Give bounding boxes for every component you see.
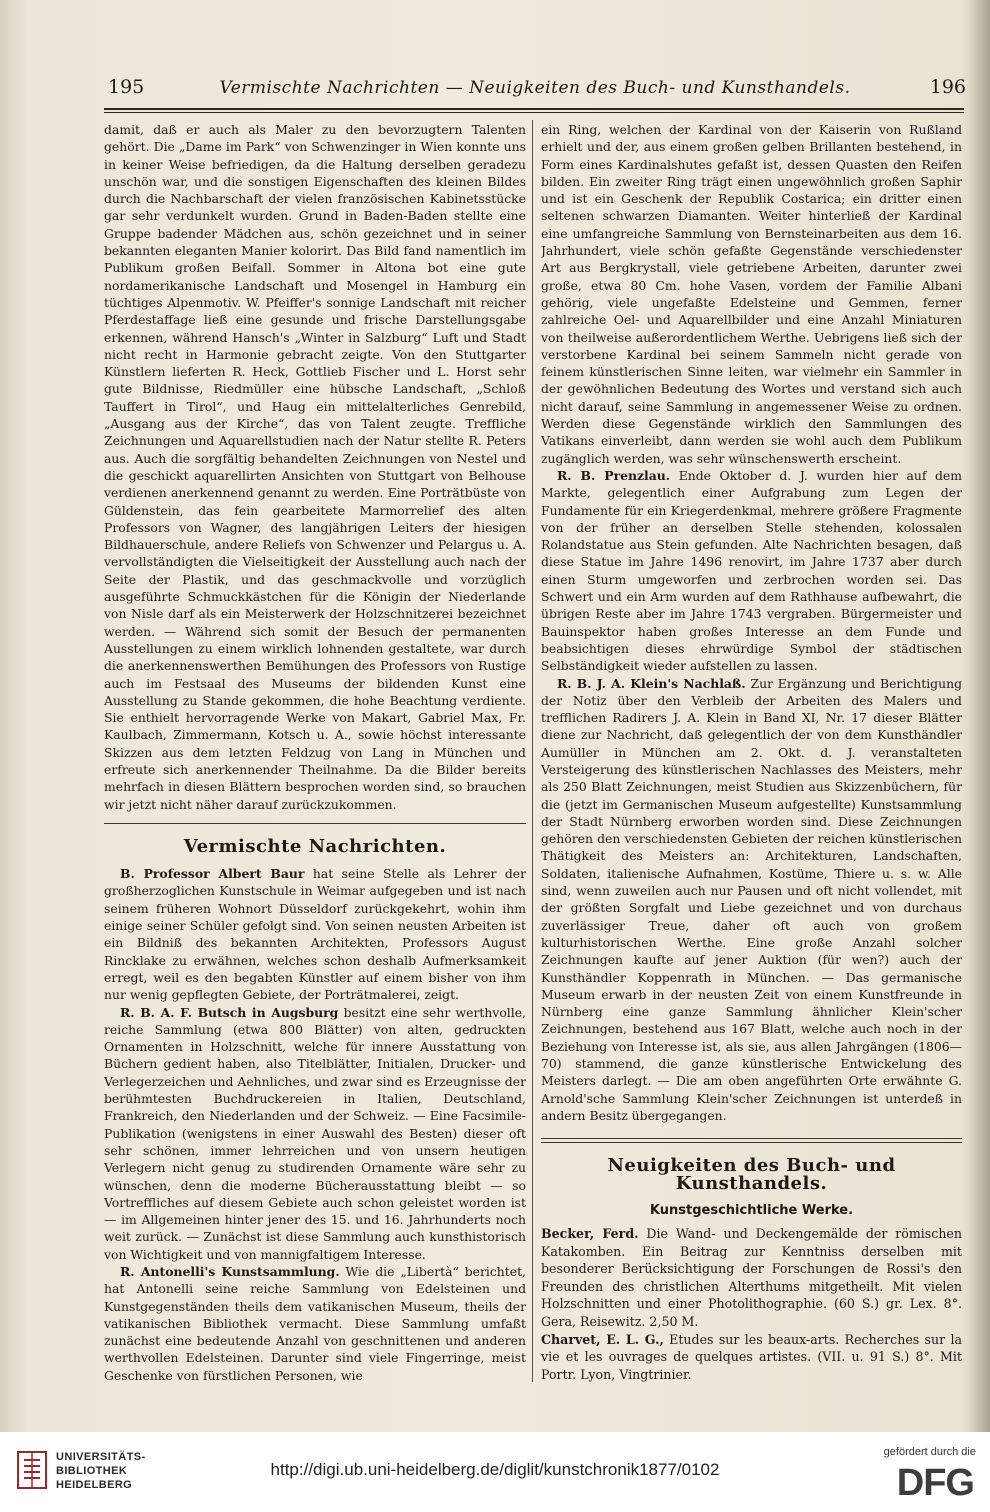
section-title-book-trade: Neuigkeiten des Buch- und Kunsthandels.: [607, 1155, 896, 1194]
funding-note: gefördert durch die: [883, 1446, 976, 1458]
section-rule: [104, 823, 526, 824]
news-text: besitzt eine sehr werthvolle, reiche Sammlung (etwa 800 Blätter) von alten, gedruckten Ornamenten in Holzschnitt, welche für innere Ausstattung von Büchern gedient haben, also Titelblätter, Initialen, Drucker- und Verlegerzeichen und Aehnliches, und zwar sind es Erzeugnisse der berühmtesten Buchdruckereien in Italien, Deutschland, Frankreich, den Niederlanden und der Schweiz. — Eine Facsimile-Publikation (wenigstens in einer Auswahl des Besten) dieser oft sehr schönen, immer lehrreichen und von unsern heutigen Verlegern nicht genug zu studirenden Ornamente wäre sehr zu wünschen, denn die moderne Bücherausstattung bleibt — so Vortreffliches auf diesem Gebiete auch schon geleistet worden ist — im Allgemeinen hinter jener des 15. und 16. Jahrhunderts noch weit zurück. — Zunächst ist diese Sammlung auch kunsthistorisch von Wichtigkeit und von mannigfaltigem Interesse.: [104, 1004, 526, 1262]
news-item: [541, 467, 962, 675]
news-item: [541, 675, 962, 1125]
permalink-url[interactable]: http://digi.ub.uni-heidelberg.de/diglit/kunstchronik1877/0102: [270, 1460, 720, 1479]
bibliography-entry: [541, 1331, 962, 1384]
news-item: [104, 865, 526, 1003]
news-text: hat seine Stelle als Lehrer der großherzoglichen Kunstschule in Weimar aufgegeben und ist nach seinem früheren Wohnort Düsseldorf zurückgekehrt, wohin ihm einige seiner Schüler gefolgt sind. Von seinen neusten Arbeiten ist ein Bildniß des bekannten Architekten, Professors August Rincklake zu erwähnen, welches schon deshalb Aufmerksamkeit erregt, weil es den begabten Künstler auf einem bisher von ihm nur wenig gepflegten Gebiete, der Porträtmalerei, zeigt.: [104, 866, 526, 1003]
news-lead: R. B. A. F. Butsch in Augsburg: [120, 1004, 339, 1020]
entry-text: Etudes sur les beaux-arts. Recherches sur la vie et les ouvrages de quelques artistes. (VII. u. 91 S.) 8°. Mit Portr. Lyon, Vingtrinier.: [541, 1331, 962, 1382]
news-lead: R. B. J. A. Klein's Nachlaß.: [557, 675, 746, 691]
bibliography-entry: [541, 1225, 962, 1331]
subheading-art-history: Kunstgeschichtliche Werke.: [649, 1202, 854, 1218]
page-header: [104, 74, 966, 104]
header-rule-thin: [104, 112, 964, 113]
column-divider: [532, 120, 533, 1382]
library-name-line: BIBLIOTHEK: [56, 1465, 128, 1477]
news-lead: B. Professor Albert Baur: [120, 866, 305, 882]
news-text: Wie die „Libertà“ berichtet, hat Antonelli seine reiche Sammlung von Edelsteinen und Kunstgegenständen theils dem vatikanischen Museum, theils der vatikanischen Bibliothek vermacht. Diese Sammlung umfaßt zunächst eine bedeutende Anzahl von geschnittenen und anderen werthvollen Edelsteinen. Darunter sind viele Fingerringe, meist Geschenke von fürstlichen Personen, wie: [104, 1264, 526, 1383]
library-name-line: UNIVERSITÄTS-: [56, 1451, 146, 1463]
news-text: Zur Ergänzung und Berichtigung der Notiz über den Verbleib der Arbeiten des Malers und trefflichen Radirers J. A. Klein in Band XI, Nr. 17 dieser Blätter diene zur Nachricht, daß gelegentlich der von dem Kunsthändler Aumüller in München am 2. Okt. d. J. veranstalteten Versteigerung des künstlerischen Nachlasses des Meisters, mehr als 250 Blatt Zeichnungen, meist Studien aus Skizzenbüchern, für die (jetzt im Germanischen Museum aufgestellte) Kunstsammlung der Stadt Nürnberg erworben worden sind. Diese Zeichnungen gehören den verschiedensten Gebieten der reichen künstlerischen Thätigkeit des Meisters an: Architekturen, Landschaften, Soldaten, italienische Aufnahmen, Kostüme, Thiere u. s. w. Alle sind, wenn zuweilen auch nur Pausen und oft nicht vollendet, mit der größten Sorgfalt und Liebe gezeichnet und von durchaus zuverlässiger Treue, daher oft auch von großem kulturhistorischen Werthe. Eine große Anzahl solcher Zeichnungen kaufte auf jener Auktion (für wen?) auch der Kunsthändler Koppenrath in München. — Das germanische Museum erwarb in der neusten Zeit von einem Kunstfreunde in Nürnberg eine ganze Sammlung ähnlicher Klein'scher Zeichnungen, bestehend aus 167 Blatt, welche auch noch in der Beziehung von Interesse ist, als sie, aus allen Jahrgängen (1806—70) stammend, die ganze künstlerische Entwickelung des Meisters darlegt. — Die am oben angeführten Orte erwähnte G. Arnold'sche Sammlung Klein'scher Zeichnungen ist unterdeß in andern Besitz übergegangen.: [541, 675, 962, 1123]
page-number-left: 195: [108, 76, 145, 98]
page-number-right: 196: [929, 76, 966, 98]
header-rule: [104, 108, 964, 110]
news-lead: R. B. Prenzlau.: [557, 467, 671, 483]
news-continuation: [541, 121, 962, 467]
news-text: ein Ring, welchen der Kardinal von der Kaiserin von Rußland erhielt und der, aus einem großen gelben Brillanten bestehend, in Form eines Kardinalshutes gefaßt ist, dessen Quasten den Reifen bilden. Ein zweiter Ring trägt einen ungewöhnlich großen Saphir und ist ein Geschenk der Republik Costarica; ein dritter einen seltenen schwarzen Diamanten. Weiter hinterließ der Kardinal eine umfangreiche Sammlung von Bernsteinarbeiten aus dem 16. Jahrhundert, viele schön gefaßte Gegenstände verschiedenster Art aus Bergkrystall, viele getriebene Arbeiten, darunter zwei große, etwa 80 Cm. hohe Vasen, vordem der Familie Albani gehörig, viele ungefaßte Edelsteine und Gemmen, ferner zahlreiche Oel- und Aquarellbilder und eine Anzahl Miniaturen von theilweise außerordentlichem Werthe. Uebrigens ließ sich der verstorbene Kardinal bei seinem Sammeln nicht gerade von feinem künstlerischen Sinne leiten, war vielmehr ein Sammler in der gewöhnlichen Bedeutung des Wortes und verstand sich auch nicht darauf, seine Sammlung in angemessener Weise zu ordnen. Werden diese Gegenstände wirklich den Sammlungen des Vatikans einverleibt, dann werden sie wohl auch dem Publikum zugänglich werden, was sehr wünschenswerth erscheint.: [541, 122, 962, 466]
entry-author: Becker, Ferd.: [541, 1226, 639, 1242]
section-title-news: Vermischte Nachrichten.: [183, 835, 447, 857]
section-rule: [541, 1138, 962, 1143]
library-name-line: HEIDELBERG: [56, 1479, 133, 1491]
viewer-footer: [0, 1432, 990, 1512]
running-title: Vermischte Nachrichten — Neuigkeiten des Buch- und Kunsthandels.: [219, 78, 851, 98]
article-continuation: damit, daß er auch als Maler zu den bevorzugtern Talenten gehört. Die „Dame im Park“ von Schwenzinger in Wien konnte uns in keiner Weise befriedigen, da die Haltung derselben geradezu unschön war, und die sonstigen Eigenschaften des kleinen Bildes durch die Nachbarschaft der vielen französischen Kabinetsstücke gar sehr verdunkelt wurden. Grund in Baden-Baden stellte eine Gruppe badender Mädchen aus, schön gezeichnet und in seiner bekannten eleganten Manier kolorirt. Das Bild fand namentlich im Publikum großen Beifall. Sommer in Altona bot eine gute nordamerikanische Landschaft und Mosengel in Hamburg ein tüchtiges Alpenmotiv. W. Pfeiffer's sonnige Landschaft mit reicher Pferdestaffage ließ eine gesunde und frische Darstellungsgabe erkennen, während Hansch's „Winter in Salzburg“ Luft und Stadt nicht recht in Harmonie gebracht zeigte. Von den Stuttgarter Künstlern lieferten R. Heck, Gottlieb Fischer und L. Horst sehr gute Bildnisse, Riedmüller eine hübsche Landschaft, „Schloß Tauffert in Tirol“, und Haug ein mittelalterliches Genrebild, „Ausgang aus der Kirche“, das von Talent zeugte. Treffliche Zeichnungen und Aquarellstudien nach der Natur stellte R. Peters aus. Auch die sorgfältig behandelten Zeichnungen von Nestel und die geschickt aquarellirten Ansichten von Stuttgart von Belhouse verdienen anerkennend genannt zu werden. Eine Porträtbüste von Güldenstein, das fein gearbeitete Marmorrelief des alten Professors von Wagner, des langjährigen Leiters der hiesigen Bildhauerschule, andere Reliefs von Schwenzer und Pelargus u. A. vervollständigten die Vielseitigkeit der Ausstellung auch nach der Seite der Plastik, und das geschmackvolle und vorzüglich ausgeführte Schmuckkästchen für die Königin der Niederlande von Nisle darf als ein Meisterwerk der Holzschnitzerei bezeichnet werden. — Während sich somit der Besuch der permanenten Ausstellungen zu einem wirklich lohnenden gestaltete, war durch die anerkennenswerthen Bemühungen des Professors von Rustige auch im Festsaal des Museums der bildenden Kunst eine Ausstellung zu Stande gekommen, die hohe Beachtung verdiente. Sie enthielt hervorragende Werke von Makart, Gabriel Max, Fr. Kaulbach, Zimmermann, Kotsch u. A., sowie höchst interessante Skizzen aus dem letzten Feldzug von Lang in München und erfreute sich anerkennender Theilnahme. Da die Bilder bereits mehrfach in diesen Blättern besprochen worden sind, so brauchen wir jetzt nicht näher darauf zurückzukommen.: [104, 122, 526, 812]
left-column: [104, 121, 526, 1386]
news-item: [104, 1263, 526, 1384]
right-column: [541, 121, 962, 1386]
news-item: [104, 1004, 526, 1263]
news-lead: R. Antonelli's Kunstsammlung.: [120, 1264, 340, 1279]
entry-author: Charvet, E. L. G.,: [541, 1331, 664, 1347]
news-text: Ende Oktober d. J. wurden hier auf dem Markte, gelegentlich einer Aufgrabung zum Legen der Fundamente für ein Kriegerdenkmal, mehrere größere Fragmente von der früher an derselben Stelle stehenden, kolossalen Rolandstatue aus Stein gefunden. Alte Nachrichten besagen, daß diese Statue im Jahre 1496 renovirt, im Jahre 1737 aber durch einen Sturm umgeworfen und zerbrochen worden sei. Das Schwert und ein Arm wurden auf dem Rathhause aufbewahrt, die übrigen Reste aber im Jahre 1743 vergraben. Bürgermeister und Bauinspektor haben großes Interesse an dem Funde und beabsichtigen dieses ehrwürdige Symbol der städtischen Selbständigkeit wieder aufstellen zu lassen.: [541, 467, 962, 674]
entry-text: Die Wand- und Deckengemälde der römischen Katakomben. Ein Beitrag zur Kenntniss derselben mit besonderer Berücksichtigung der Forschungen de Rossi's den Freunden des christlichen Alterthums mitgetheilt. Mit vielen Holzschnitten und einer Photolithographie. (60 S.) gr. Lex. 8°. Gera, Reisewitz. 2,50 M.: [541, 1226, 962, 1330]
page-edge-shadow: [968, 0, 990, 1432]
dfg-logo: DFG: [896, 1462, 974, 1504]
